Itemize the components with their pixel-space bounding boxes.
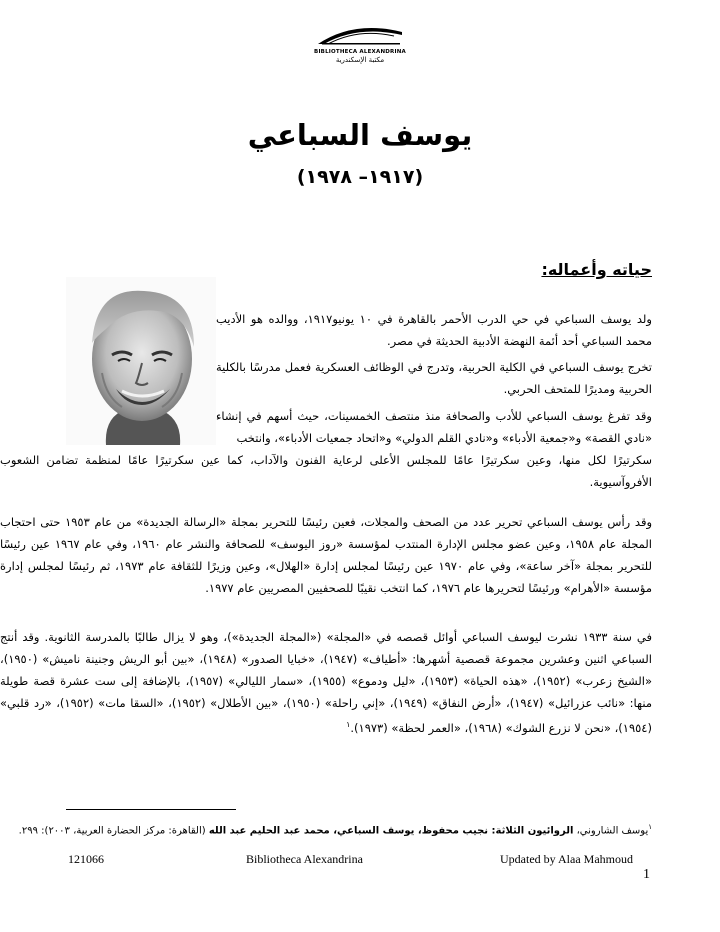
footer-updated-by: Updated by Alaa Mahmoud xyxy=(500,852,633,866)
paragraph-journalism: وقد رأس يوسف السباعي تحرير عدد من الصحف والمجلات، فعين رئيسًا للتحرير بمجلة «الرسالة الجديدة» من عام ١٩٥٣ حتى احتجاب المجلة عام ١٩٥٨، وعين عضو مجلس الإدارة المنتدب لمؤسسة «روز اليوسف» للصحافة والنشر عام ١٩٦٠، وفي عام ١٩٦٧ عين رئيسًا للتحرير بمجلة «آخر ساعة»، وفي عام ١٩٧٠ عين رئيسًا لمجلس إدارة «الهلال»، وعين وزيرًا للثقافة عام ١٩٧٣، ثم رئيسًا لمجلس إدارة مؤسسة «الأهرام» ورئيسًا لتحريرها عام ١٩٧٦، كما انتخب نقيبًا للصحفيين المصريين عام ١٩٧٧. xyxy=(0,515,652,595)
footer-document-id: 121066 xyxy=(68,852,104,866)
paragraph-military: تخرج يوسف السباعي في الكلية الحربية، وتدرج في الوظائف العسكرية فعمل مدرسًا بالكلية الحربية ومديرًا للمتحف الحربي. xyxy=(216,360,652,396)
paragraph-literary-career-part1: وقد تفرغ يوسف السباعي للأدب والصحافة منذ منتصف الخمسينات، حيث أسهم في إنشاء «نادي القصة» و«جمعية الأدباء» و«نادي القلم الدولي» و«اتحاد جمعيات الأدباء»، وانتخب xyxy=(216,409,652,445)
paragraph-literary-career-part2: سكرتيرًا لكل منها، وعين سكرتيرًا عامًا للمجلس الأعلى لرعاية الفنون والآداب، كما عين سكرتيرًا عامًا لمنظمة تضامن الشعوب الأفروآسيوية. xyxy=(0,453,652,489)
footnote xyxy=(0,823,652,836)
footnote-mark: ١ xyxy=(648,823,652,831)
paragraph-works xyxy=(0,626,652,739)
footnote-divider xyxy=(66,809,236,810)
footnote-author: يوسف الشاروني، xyxy=(573,825,649,837)
page-number: 1 xyxy=(643,867,650,882)
footnote-book-title: الروائيون الثلاثة: نجيب محفوظ، يوسف السباعي، محمد عبد الحليم عبد الله xyxy=(208,825,574,837)
logo-arc-icon xyxy=(314,18,406,48)
footnote-publication: (القاهرة: مركز الحضارة العربية، ٢٠٠٣): ٢٩٩. xyxy=(18,825,209,837)
footnote-reference[interactable]: ١ xyxy=(346,720,351,729)
section-heading: حياته وأعماله: xyxy=(541,260,652,279)
footer-institution: Bibliotheca Alexandrina xyxy=(246,852,363,866)
logo-arabic-text: مكتبة الإسكندرية xyxy=(335,56,385,64)
library-logo xyxy=(288,18,432,80)
paragraph-birth: ولد يوسف السباعي في حي الدرب الأحمر بالقاهرة في ١٠ يونيو١٩١٧، ووالده هو الأديب محمد السباعي أحد أئمة النهضة الأدبية الحديثة في مصر. xyxy=(216,312,652,348)
logo-english-text: BIBLIOTHECA ALEXANDRINA xyxy=(314,49,406,55)
life-dates: (١٩١٧– ١٩٧٨) xyxy=(296,166,424,188)
page-title: يوسف السباعي xyxy=(247,118,473,152)
paragraph-literary-career xyxy=(0,405,652,493)
paragraph-works-text: في سنة ١٩٣٣ نشرت ليوسف السباعي أوائل قصصه في «المجلة» («المجلة الجديدة»)، وهو لا يزال طالبًا بالمدرسة الثانوية. وقد أنتج السباعي اثنين وعشرين مجموعة قصصية أشهرها: «أطياف» (١٩٤٧)، «خبايا الصدور» (١٩٤٨)، «بين أبو الريش وجنينة ناميش» (١٩٥٠)، «الشيخ زعرب» (١٩٥٢)، «هذه الحياة» (١٩٥٣)، «ليل ودموع» (١٩٥٥)، «سمار الليالي» (١٩٥٧)، بالإضافة إلى ست عشرة قصة طويلة منها: «نائب عزرائيل» (١٩٤٧)، «أرض النفاق» (١٩٤٩)، «إني راحلة» (١٩٥٠)، «بين الأطلال» (١٩٥٢)، «السقا مات» (١٩٥٢)، «رد قلبي» (١٩٥٤)، «نحن لا نزرع الشوك» (١٩٦٨)، «العمر لحظة» (١٩٧٣). xyxy=(0,630,652,735)
